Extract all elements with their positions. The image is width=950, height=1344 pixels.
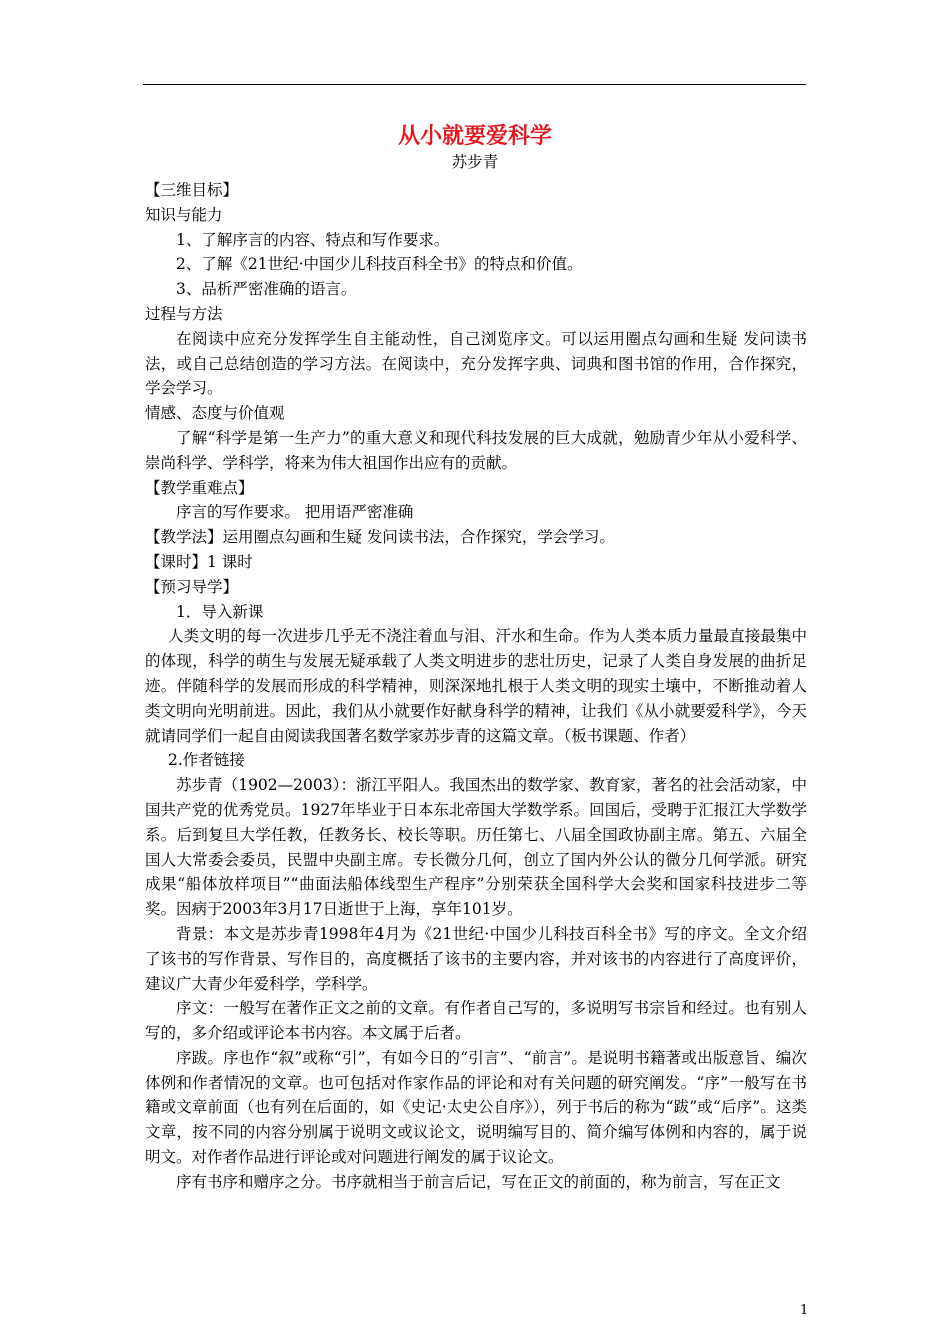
paragraph: 背景：本文是苏步青1998年4月为《21世纪·中国少儿科技百科全书》写的序文。全文介绍了该书的写作背景、写作目的，高度概括了该书的主要内容，并对该书的内容进行了高度评价，建议广大青少年爱科学，学科学。 bbox=[145, 924, 807, 993]
subheading: 情感、态度与价值观 bbox=[145, 404, 285, 423]
list-item: 3、品析严密准确的语言。 bbox=[176, 280, 357, 299]
subheading: 知识与能力 bbox=[145, 205, 223, 224]
list-item: 1．导入新课 bbox=[176, 602, 264, 621]
paragraph: 序跋。序也作“叙”或称“引”，有如今日的“引言”、“前言”。是说明书籍著或出版意旨、编次体例和作者情况的文章。也可包括对作家作品的评论和对有关问题的研究阐发。“序”一般写在书籍或文章前面（也有列在后面的，如《史记·太史公自序》），列于书后的称为“跋”或“后序”。这类文章，按不同的内容分别属于说明文或议论文，说明编写目的、简介编写体例和内容的，属于说明文。对作者作品进行评论或对问题进行阐发的属于议论文。 bbox=[145, 1048, 807, 1167]
paragraph: 序有书序和赠序之分。书序就相当于前言后记，写在正文的前面的，称为前言，写在正文 bbox=[176, 1172, 781, 1191]
paragraph: 在阅读中应充分发挥学生自主能动性，自己浏览序文。可以运用圈点勾画和生疑 发问读书法，或自己总结创造的学习方法。在阅读中，充分发挥字典、词典和图书馆的作用，合作探究，学会学习。 bbox=[145, 329, 807, 398]
author-name: 苏步青 bbox=[451, 153, 499, 171]
subheading: 过程与方法 bbox=[145, 304, 223, 323]
header-rule bbox=[143, 84, 806, 85]
list-item: 1、了解序言的内容、特点和写作要求。 bbox=[176, 230, 450, 249]
page-number: 1 bbox=[800, 1303, 809, 1318]
paragraph: 序文：一般写在著作正文之前的文章。有作者自己写的，多说明写书宗旨和经过。也有别人写的，多介绍或评论本书内容。本文属于后者。 bbox=[145, 999, 807, 1043]
section-heading: 【三维目标】 bbox=[145, 181, 239, 199]
paragraph: 人类文明的每一次进步几乎无不浇注着血与泪、汗水和生命。作为人类本质力量最直接最集中的体现，科学的萌生与发展无疑承载了人类文明进步的悲壮历史，记录了人类自身发展的曲折足迹。伴随科学的发展而形成的科学精神，则深深地扎根于人类文明的现实土壤中，不断推动着人类文明向光明前进。因此，我们从小就要作好献身科学的精神，让我们《从小就要爱科学》，今天就请同学们一起自由阅读我国著名数学家苏步青的这篇文章。（板书课题、作者） bbox=[145, 627, 807, 745]
section-heading: 【教学法】运用圈点勾画和生疑 发问读书法，合作探究，学会学习。 bbox=[145, 528, 615, 547]
list-item: 2、了解《21世纪·中国少儿科技百科全书》的特点和价值。 bbox=[176, 255, 583, 274]
paragraph: 序言的写作要求。 把用语严密准确 bbox=[176, 503, 414, 522]
section-heading: 【预习导学】 bbox=[145, 577, 239, 596]
paragraph: 苏步青（1902—2003）：浙江平阳人。我国杰出的数学家、教育家，著名的社会活动家，中国共产党的优秀党员。1927年毕业于日本东北帝国大学数学系。回国后，受聘于汇报江大学数学系。后到复旦大学任教，任教务长、校长等职。历任第七、八届全国政协副主席。第五、六届全国人大常委会委员，民盟中央副主席。专长微分几何，创立了国内外公认的微分几何学派。研究成果“船体放样项目”“曲面法船体线型生产程序”分别荣获全国科学大会奖和国家科技进步二等奖。因病于2003年3月17日逝世于上海，享年101岁。 bbox=[145, 776, 807, 919]
list-item: 2.作者链接 bbox=[168, 751, 245, 770]
paragraph: 了解“科学是第一生产力”的重大意义和现代科技发展的巨大成就，勉励青少年从小爱科学、崇尚科学、学科学，将来为伟大祖国作出应有的贡献。 bbox=[145, 428, 807, 472]
document-body bbox=[145, 178, 807, 1195]
section-heading: 【教学重难点】 bbox=[145, 478, 254, 497]
page-title: 从小就要爱科学 bbox=[397, 123, 552, 149]
section-heading: 【课时】1 课时 bbox=[145, 552, 253, 571]
